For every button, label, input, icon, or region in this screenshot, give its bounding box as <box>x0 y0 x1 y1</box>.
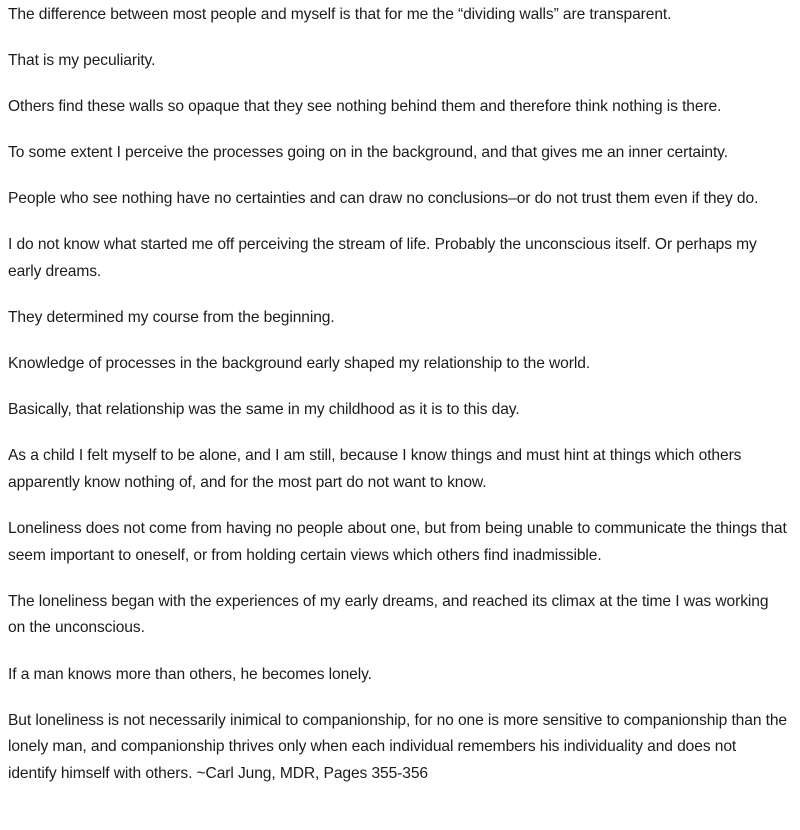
paragraph-12: The loneliness began with the experiences of my early dreams, and reached its climax at the time I was working on the unconscious. <box>8 592 769 637</box>
paragraph-9: Basically, that relationship was the same in my childhood as it is to this day. <box>8 401 520 419</box>
paragraph-8: Knowledge of processes in the background early shaped my relationship to the world. <box>8 355 591 373</box>
paragraph-10: As a child I felt myself to be alone, and I am still, because I know things and must hint at things which others apparently know nothing of, and for the most part do not want to know. <box>8 447 742 492</box>
paragraph-5: People who see nothing have no certainties and can draw no conclusions–or do not trust them even if they do. <box>8 190 759 208</box>
paragraph-2: That is my peculiarity. <box>8 52 156 70</box>
paragraph-11: Loneliness does not come from having no people about one, but from being unable to communicate the things that seem important to oneself, or from holding certain views which others find inadmissible. <box>8 520 787 564</box>
paragraph-4: To some extent I perceive the processes going on in the background, and that gives me an inner certainty. <box>8 144 728 162</box>
paragraph-1: The difference between most people and myself is that for me the “dividing walls” are transparent. <box>8 6 672 23</box>
paragraph-3: Others find these walls so opaque that they see nothing behind them and therefore think nothing is there. <box>8 98 722 116</box>
article-body <box>8 2 788 807</box>
paragraph-13: If a man knows more than others, he becomes lonely. <box>8 665 372 683</box>
paragraph-7: They determined my course from the beginning. <box>8 309 335 327</box>
paragraph-14-quote-attribution: But loneliness is not necessarily inimical to companionship, for no one is more sensitive to companionship than the lonely man, and companionship thrives only when each individual remembers his individuality and does not identify himself with others. ~Carl Jung, MDR, Pages 355-356 <box>8 711 788 782</box>
paragraph-6: I do not know what started me off perceiving the stream of life. Probably the unconscious itself. Or perhaps my early dreams. <box>8 236 757 281</box>
